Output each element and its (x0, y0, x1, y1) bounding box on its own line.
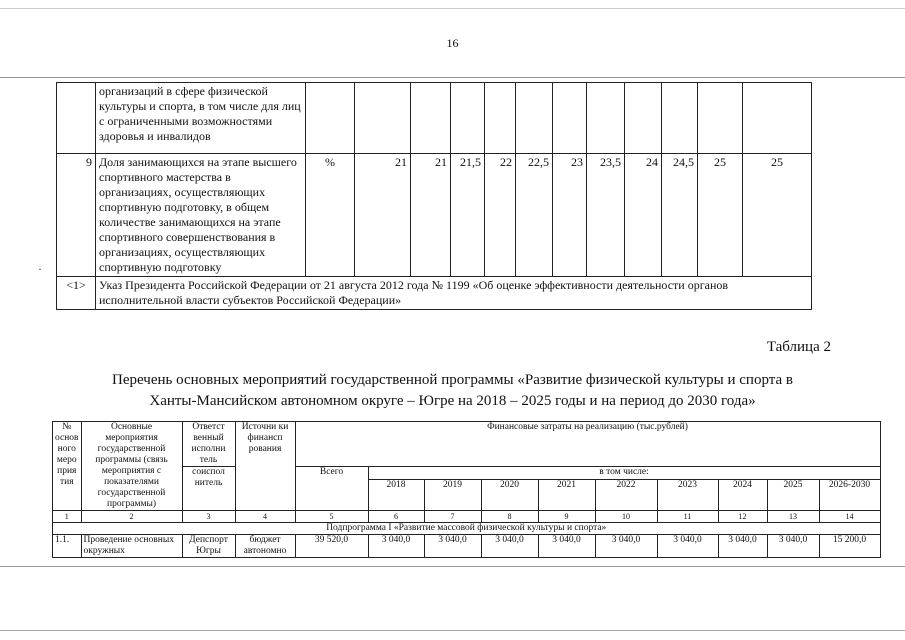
column-number: 14 (819, 511, 880, 523)
indicator-value: 21 (355, 154, 411, 277)
footnote-text: Указ Президента Российской Федерации от 21 августа 2012 года № 1199 «Об оценке эффективности деятельности органов исполнительной власти субъектов Российской Федерации» (96, 277, 812, 310)
activity-executor: Депспорт Югры (182, 535, 235, 558)
table-title-line-2: Ханты-Мансийском автономном округе – Югре на 2018 – 2025 годы и на период до 2030 года» (149, 393, 756, 409)
header-responsible: Ответст венный исполни тель (182, 422, 235, 467)
header-year: 2018 (368, 480, 424, 511)
header-year: 2020 (481, 480, 538, 511)
activity-value: 3 040,0 (718, 535, 767, 558)
table-row-continued (57, 83, 812, 154)
subprogram-row (53, 523, 881, 535)
column-number: 12 (718, 511, 767, 523)
header-year: 2022 (595, 480, 657, 511)
header-year: 2019 (424, 480, 481, 511)
indicator-value: 23 (553, 154, 587, 277)
column-number: 11 (657, 511, 718, 523)
header-row (53, 422, 881, 467)
indicator-unit: % (306, 154, 355, 277)
indicator-value: 23,5 (587, 154, 625, 277)
column-number: 13 (767, 511, 819, 523)
indicator-value: 24,5 (662, 154, 698, 277)
margin-mark: · (38, 262, 42, 276)
header-coexecutor: соиспол нитель (182, 467, 235, 511)
indicator-value: 25 (743, 154, 812, 277)
header-sources: Источни ки финансп рования (235, 422, 295, 511)
column-number-row (53, 511, 881, 523)
table-row-footnote (57, 277, 812, 310)
column-number: 4 (235, 511, 295, 523)
indicator-value: 21 (411, 154, 451, 277)
activity-value: 3 040,0 (481, 535, 538, 558)
activity-value: 3 040,0 (767, 535, 819, 558)
table-title-line-1: Перечень основных мероприятий государственной программы «Развитие физической культуры и спорта в (112, 372, 793, 388)
activities-table (52, 421, 881, 558)
indicators-table (56, 82, 812, 310)
column-number: 9 (538, 511, 595, 523)
indicator-number: 9 (57, 154, 96, 277)
header-activities: Основные мероприятия государственной программы (связь мероприятия с показателями государственной программы) (81, 422, 182, 511)
scan-edge-top (0, 8, 905, 9)
scan-line-bottom (0, 566, 905, 567)
scan-edge-bottom (0, 630, 905, 631)
table-row-activity (53, 535, 881, 558)
activity-total: 39 520,0 (295, 535, 368, 558)
header-year: 2025 (767, 480, 819, 511)
column-number: 3 (182, 511, 235, 523)
indicator-value: 24 (625, 154, 662, 277)
header-total: Всего (295, 467, 368, 511)
column-number: 7 (424, 511, 481, 523)
column-number: 10 (595, 511, 657, 523)
indicator-value: 21,5 (451, 154, 485, 277)
indicator-name: Доля занимающихся на этапе высшего спортивного мастерства в организациях, осуществляющих спортивную подготовку, в общем количестве занимающихся на этапе спортивного совершенствования в организациях, осуществляющих спортивную подготовку (96, 154, 306, 277)
activity-value: 3 040,0 (657, 535, 718, 558)
column-number: 8 (481, 511, 538, 523)
column-number: 1 (53, 511, 82, 523)
column-number: 2 (81, 511, 182, 523)
page-divider (0, 77, 905, 78)
header-including: в том числе: (368, 467, 880, 480)
activity-value: 3 040,0 (538, 535, 595, 558)
activity-value: 3 040,0 (424, 535, 481, 558)
header-year: 2021 (538, 480, 595, 511)
activity-source: бюджет автономно (235, 535, 295, 558)
column-number: 5 (295, 511, 368, 523)
page-number: 16 (446, 36, 459, 50)
column-number: 6 (368, 511, 424, 523)
activity-value: 3 040,0 (595, 535, 657, 558)
header-year: 2024 (718, 480, 767, 511)
activity-value: 15 200,0 (819, 535, 880, 558)
activity-value: 3 040,0 (368, 535, 424, 558)
activity-name: Проведение основных окружных (81, 535, 182, 558)
indicator-value: 22 (485, 154, 516, 277)
activity-number: 1.1. (53, 535, 82, 558)
header-year: 2023 (657, 480, 718, 511)
table-label: Таблица 2 (766, 339, 831, 355)
header-year: 2026-2030 (819, 480, 880, 511)
table-row-indicator-9 (57, 154, 812, 277)
indicator-value: 22,5 (516, 154, 553, 277)
footnote-mark: <1> (57, 277, 96, 310)
header-number: № основ ного меро прия тия (53, 422, 82, 511)
indicator-name-continued: организаций в сфере физической культуры и спорта, в том числе для лиц с ограниченными возможностями здоровья и инвалидов (96, 83, 306, 154)
indicator-value: 25 (698, 154, 743, 277)
subprogram-title: Подпрограмма I «Развитие массовой физической культуры и спорта» (53, 523, 881, 535)
header-finance: Финансовые затраты на реализацию (тыс.рублей) (295, 422, 880, 467)
